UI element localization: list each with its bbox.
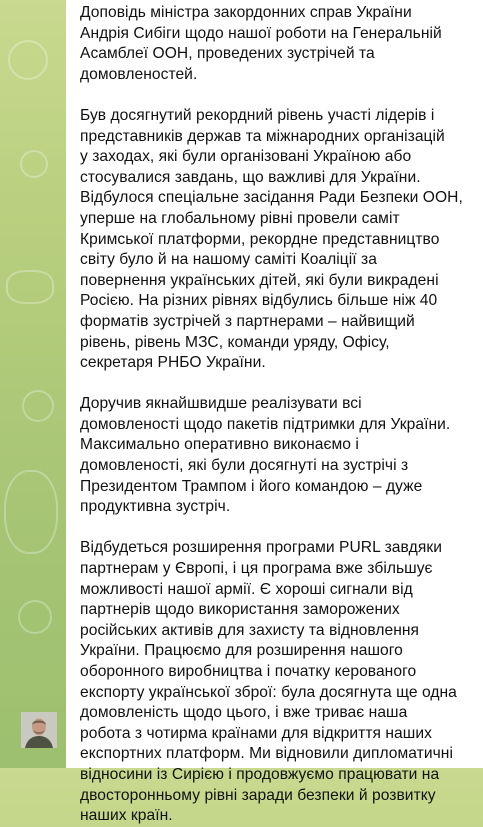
wallpaper-doodle bbox=[4, 470, 58, 554]
wallpaper-doodle bbox=[22, 390, 54, 422]
message-paragraph-4: Відбудеться розширення програми PURL завдяки партнерам у Європі, і ця програма вже збільшує можливості нашої армії. Є хороші сигнали від партнерів щодо використання заморожених російських активів для захисту та відновлення України. Працюємо для розширення нашого оборонного виробництва і початку керованого експорту української зброї: була досягнута ще одна домовленість щодо цього, і вже триває наша робота з чотирма країнами для відкриття наших експортних платформ. Ми відновили дипломатичні відносини із Сирією і продовжуємо працювати на двосторонньому рівні заради безпеки й розвитку наших країн. bbox=[80, 539, 457, 825]
avatar-portrait-icon bbox=[21, 712, 57, 748]
message-paragraph-1: Доповідь міністра закордонних справ України Андрія Сибіги щодо нашої роботи на Генеральній Асамблеї ООН, проведених зустрічей та домовленостей. bbox=[80, 4, 442, 83]
wallpaper-doodle bbox=[6, 270, 54, 304]
wallpaper-doodle bbox=[8, 40, 48, 80]
message-paragraph-3: Доручив якнайшвидше реалізувати всі домовленості щодо пакетів підтримки для України. Максимально оперативно виконаємо і домовленості, які були досягнуті на зустрічі з Президентом Трампом і його командою – дуже продуктивна зустріч. bbox=[80, 395, 451, 516]
wallpaper-doodle bbox=[18, 600, 52, 634]
message-paragraph-2: Був досягнутий рекордний рівень участі лідерів і представників держав та міжнародних організацій у заходах, які були організовані Україною або стосувалися завдань, що важливі для України. Відбулося спеціальне засідання Ради Безпеки ООН, уперше на глобальному рівні провели саміт Кримської платформи, рекордне представництво світу було й на нашому саміті Коаліції за повернення українських дітей, які були викрадені Росією. На різних рівнях відбулись більше ніж 40 форматів зустрічей з партнерами – найвищий рівень, рівень МЗС, команди уряду, Офісу, секретаря РНБО України. bbox=[80, 106, 463, 372]
wallpaper-doodle bbox=[20, 150, 48, 178]
sender-avatar[interactable] bbox=[21, 712, 57, 748]
message-bubble[interactable] bbox=[66, 0, 483, 825]
